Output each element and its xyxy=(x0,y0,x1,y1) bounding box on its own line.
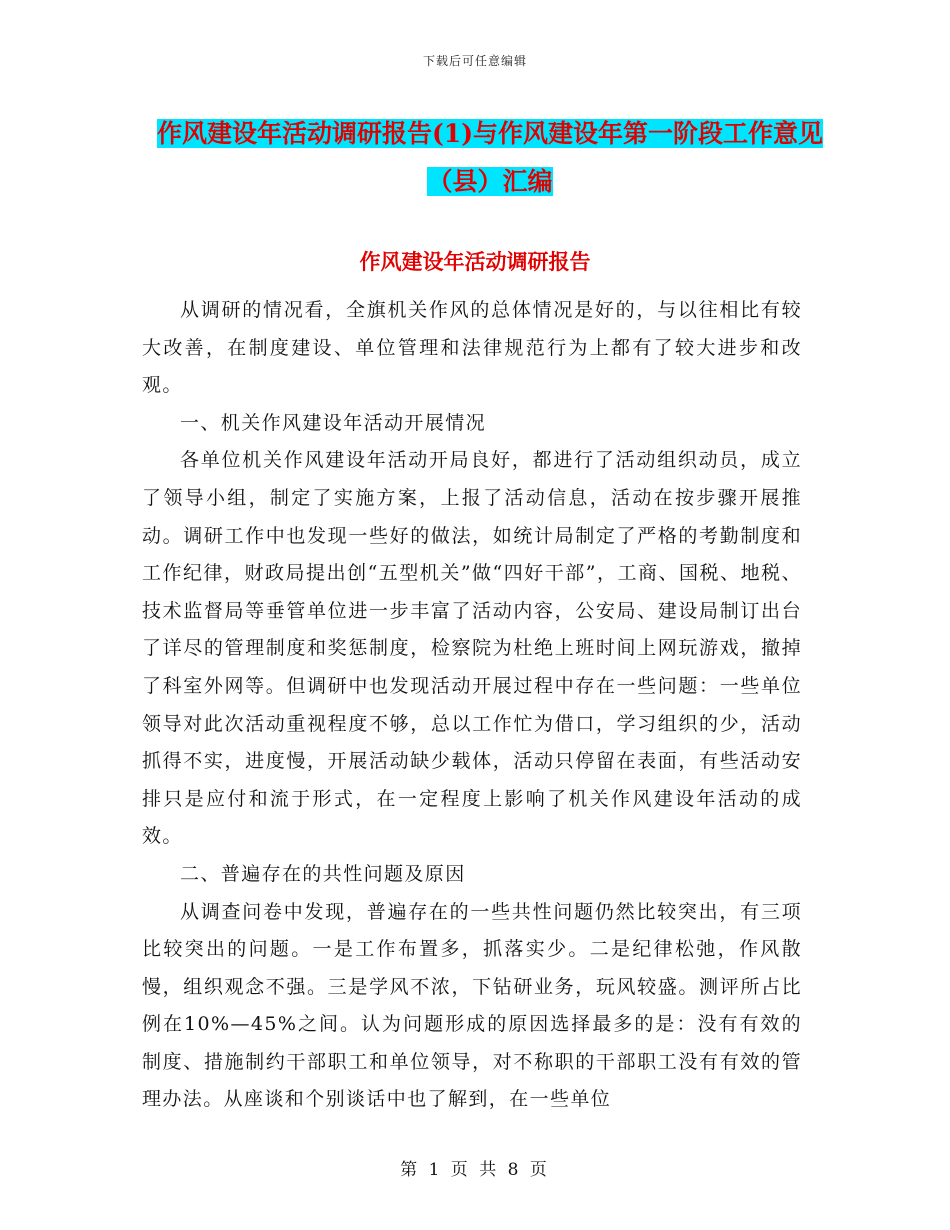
paragraph-section-one: 各单位机关作风建设年活动开局良好，都进行了活动组织动员，成立了领导小组，制定了实施方案，上报了活动信息，活动在按步骤开展推动。调研工作中也发现一些好的做法，如统计局制定了严格的考勤制度和工作纪律，财政局提出创“五型机关”做“四好干部”，工商、国税、地税、技术监督局等垂管单位进一步丰富了活动内容，公安局、建设局制订出台了详尽的管理制度和奖惩制度，检察院为杜绝上班时间上网玩游戏，撤掉了科室外网等。但调研中也发现活动开展过程中存在一些问题：一些单位领导对此次活动重视程度不够，总以工作忙为借口，学习组织的少，活动抓得不实，进度慢，开展活动缺少载体，活动只停留在表面，有些活动安排只是应付和流于形式，在一定程度上影响了机关作风建设年活动的成效。 xyxy=(142,449,802,848)
document-body xyxy=(142,292,802,1119)
section-title: 作风建设年活动调研报告 xyxy=(359,249,591,274)
page-number-footer: 第 1 页 共 8 页 xyxy=(400,1160,550,1180)
heading-section-one: 一、机关作风建设年活动开展情况 xyxy=(180,411,487,434)
paragraph-section-two: 从调查问卷中发现，普遍存在的一些共性问题仍然比较突出，有三项比较突出的问题。一是工作布置多，抓落实少。二是纪律松弛，作风散慢，组织观念不强。三是学风不浓，下钻研业务，玩风较盛。测评所占比例在10%—45%之间。认为问题形成的原因选择最多的是：没有有效的制度、措施制约干部职工和单位领导，对不称职的干部职工没有有效的管理办法。从座谈和个别谈话中也了解到，在一些单位 xyxy=(142,900,802,1111)
heading-section-two: 二、普遍存在的共性问题及原因 xyxy=(180,862,466,885)
document-title xyxy=(150,110,830,206)
page-header-note: 下载后可任意编辑 xyxy=(422,54,527,68)
document-title-text: 作风建设年活动调研报告(1)与作风建设年第一阶段工作意见（县）汇编 xyxy=(156,119,824,196)
paragraph-intro: 从调研的情况看，全旗机关作风的总体情况是好的，与以往相比有较大改善，在制度建设、单位管理和法律规范行为上都有了较大进步和改观。 xyxy=(142,299,802,397)
